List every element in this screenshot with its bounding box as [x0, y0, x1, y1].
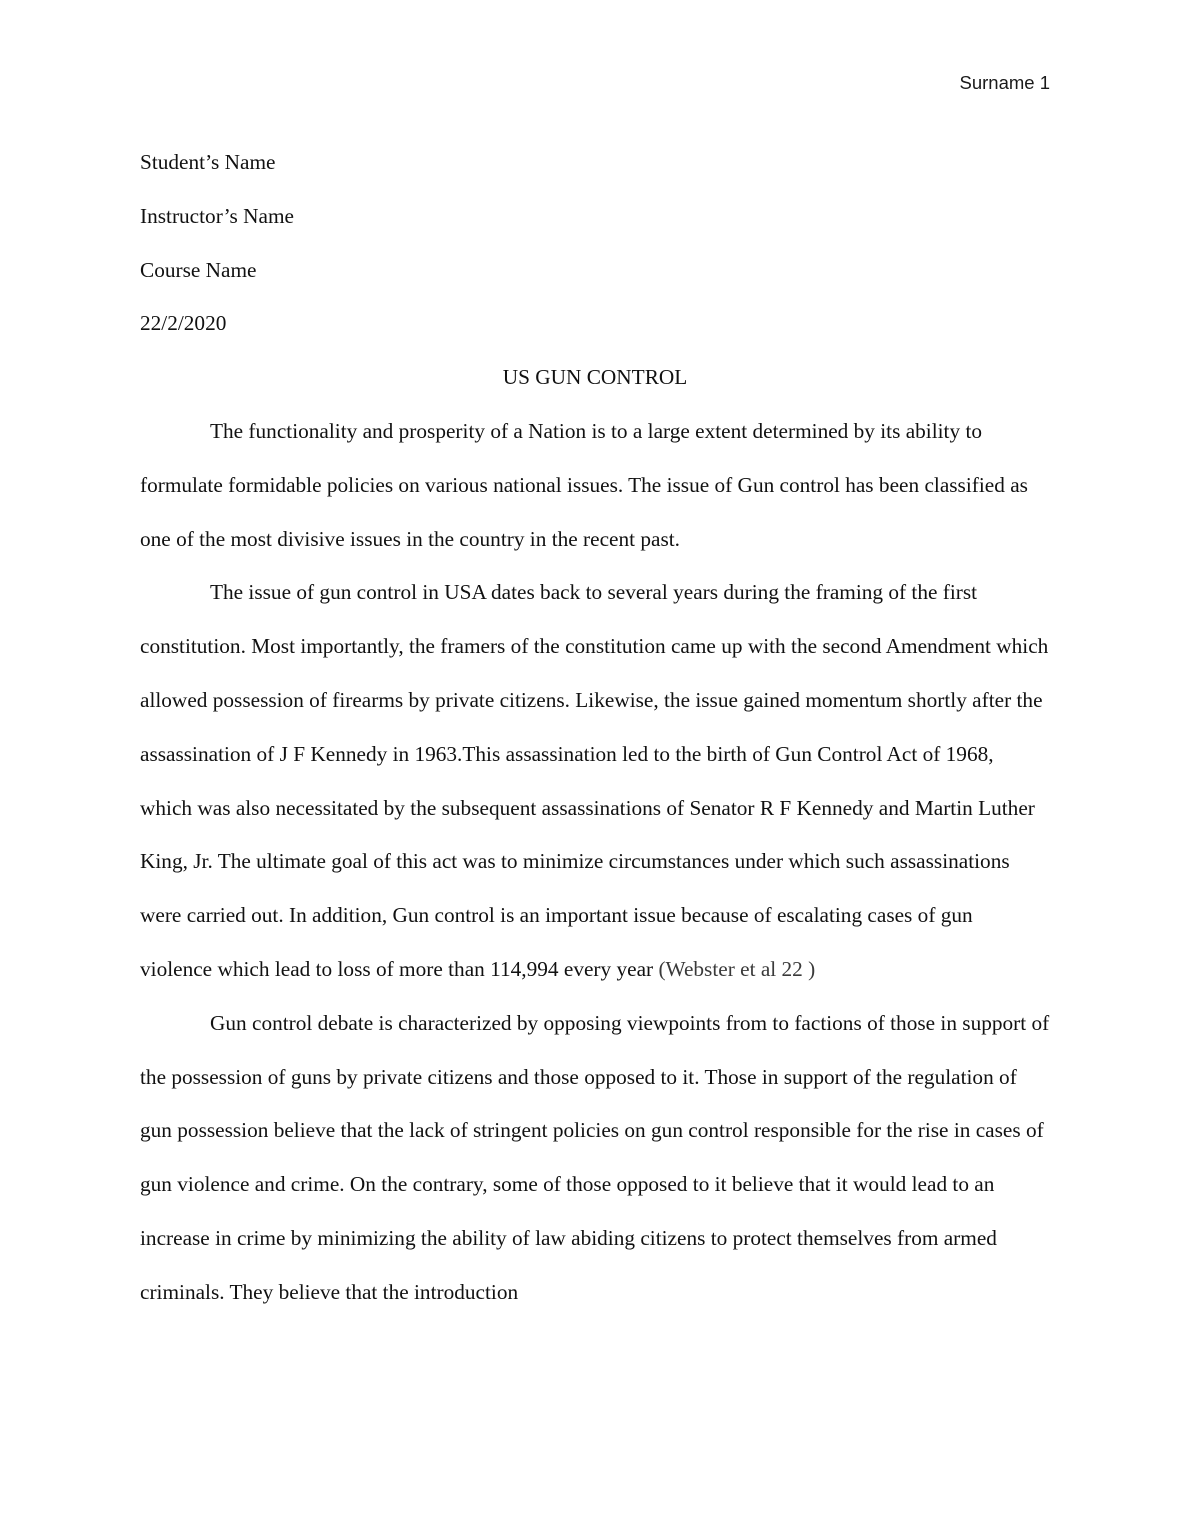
student-name: Student’s Name [140, 150, 276, 174]
document-body [140, 136, 1050, 1320]
paragraph-3-text: Gun control debate is characterized by opposing viewpoints from to factions of those in support of the possession of guns by private citizens and those opposed to it. Those in support of the regulation of gun possession believe that the lack of stringent policies on gun control responsible for the rise in cases of gun violence and crime. On the contrary, some of those opposed to it believe that it would lead to an increase in crime by minimizing the ability of law abiding citizens to protect themselves from armed criminals. They believe that the introduction [140, 1010, 1050, 1304]
paragraph-3 [140, 997, 1050, 1320]
running-head: Surname 1 [959, 72, 1050, 93]
in-text-citation: (Webster et al 22 ) [658, 956, 816, 981]
paragraph-2-text: The issue of gun control in USA dates back to several years during the framing of the first constitution. Most importantly, the framers of the constitution came up with the second Amendment which allowed possession of firearms by private citizens. Likewise, the issue gained momentum shortly after the assassination of J F Kennedy in 1963.This assassination led to the birth of Gun Control Act of 1968, which was also necessitated by the subsequent assassinations of Senator R F Kennedy and Martin Luther King, Jr. The ultimate goal of this act was to minimize circumstances under which such assassinations were carried out. In addition, Gun control is an important issue because of escalating cases of gun violence which lead to loss of more than 114,994 every year [140, 580, 1049, 981]
paragraph-2 [140, 566, 1050, 996]
essay-title: US GUN CONTROL [502, 365, 688, 390]
paragraph-1-text: The functionality and prosperity of a Nation is to a large extent determined by its ability to formulate formidable policies on various national issues. The issue of Gun control has been classified as one of the most divisive issues in the country in the recent past. [140, 418, 1028, 551]
essay-date: 22/2/2020 [140, 311, 227, 336]
course-name: Course Name [140, 257, 257, 282]
instructor-name: Instructor’s Name [140, 203, 294, 228]
paragraph-1 [140, 405, 1050, 566]
